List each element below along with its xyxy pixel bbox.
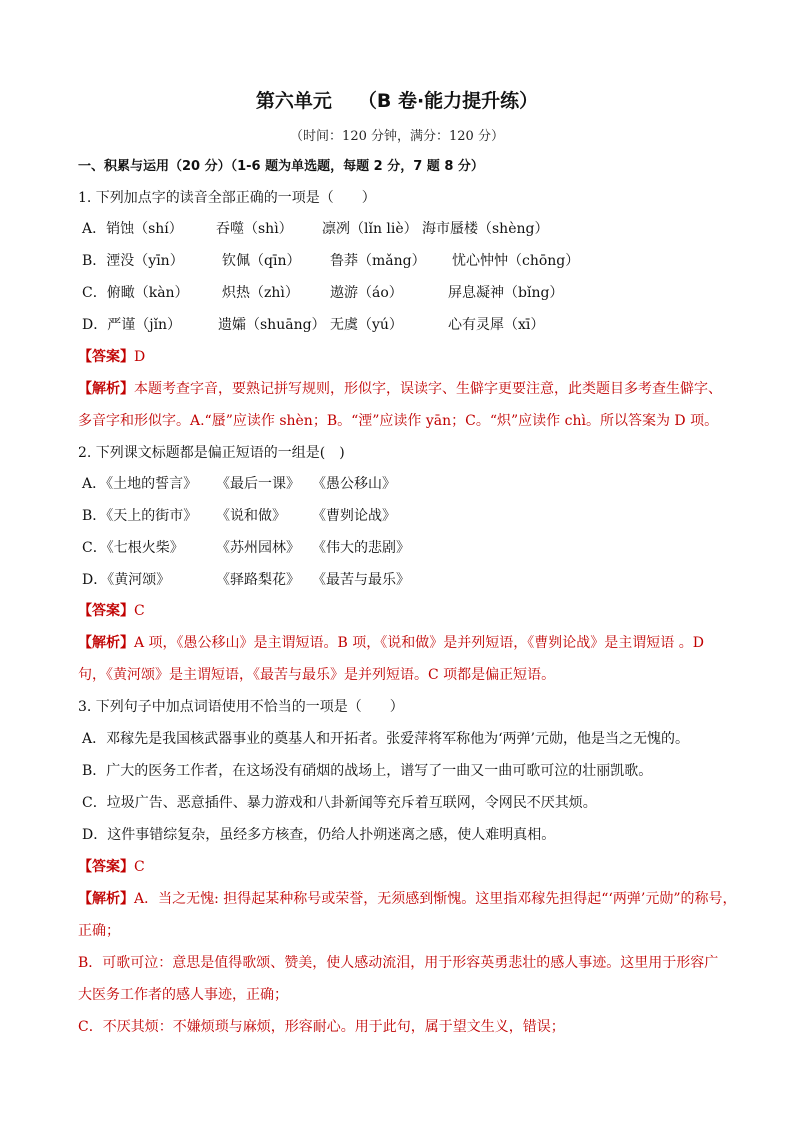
q1-analysis: 【解析】本题考查字音，要熟记拼写规则，形似字，误读字、生僻字更要注意，此类题目多考查生僻字、 (78, 381, 722, 397)
q2-analysis-cont: 句，《黄河颂》是主谓短语，《最苦与最乐》是并列短语。C 项都是偏正短语。 (78, 667, 556, 683)
q3-analysis-cont-1: 正确； (78, 923, 120, 939)
page-title (0, 86, 794, 113)
q3-analysis-cont-4: C．不厌其烦：不嫌烦琐与麻烦，形容耐心。用于此句，属于望文生义，错误； (78, 1019, 565, 1035)
q3-analysis-cont-2: B．可歌可泣：意思是值得歌颂、赞美，使人感动流泪，用于形容英勇悲壮的感人事迹。这里用于形容广 (78, 955, 719, 971)
section-heading: 一、积累与运用（20 分）（1-6 题为单选题，每题 2 分，7 题 8 分） (78, 159, 484, 174)
q3-stem: 3. 下列句子中加点词语使用不恰当的一项是（ ） (78, 699, 404, 715)
q1-answer: 【答案】D (78, 349, 146, 365)
q3-analysis: 【解析】A．当之无愧: 担得起某种称号或荣誉，无须感到惭愧。这里指邓稼先担得起“‘两弹’元勋”的称号， (78, 891, 737, 907)
q1-stem: 1. 下列加点字的读音全部正确的一项是（ ） (78, 190, 376, 206)
title-main: 第六单元 (255, 90, 332, 112)
q3-option-a: A．邓稼先是我国核武器事业的奠基人和开拓者。张爱萍将军称他为‘两弹’元勋，他是当之无愧的。 (82, 731, 690, 747)
q2-analysis: 【解析】A 项，《愚公移山》是主谓短语。B 项，《说和做》是并列短语，《曹刿论战》是主谓短语 。D (78, 635, 704, 651)
document-page: 第六单元 （B 卷·能力提升练） （时间：120 分钟，满分：120 分） 一、积累与运用（20 分）（1-6 题为单选题，每题 2 分，7 题 8 分） 1. 下列加点字的读音全部正确的一项是（ ） A．销蚀（shí） 吞噬（shì） 凛冽（lǐn liè） 海市蜃楼（shèng） B．湮没（yīn） 钦佩（qīn） 鲁莽（mǎng） 忧心忡忡（chōng） C．俯瞰（kàn） 炽热（zhì） 遨游（áo） 屏息凝神（bǐng） D．严谨（jǐn） 遗孀（shuāng） 无虞（yú） 心有灵犀（xī） 【答案】D 【解析】本题考查字音，要熟记拼写规则，形似字，误读字、生僻字更要注意，此类题目多考查生僻字、 多音字和形似字。A.“蜃”应读作 shèn；B。“湮”应读作 yān；C。“炽”应读作 chì。所以答案为 D 项。 2. 下列课文标题都是偏正短语的一组是( ) A．《土地的誓言》 《最后一课》 《愚公移山》 B．《天上的街市》 《说和做》 《曹刿论战》 C．《七根火柴》 《苏州园林》 《伟大的悲剧》 D．《黄河颂》 《驿路梨花》 《最苦与最乐》 【答案】C 【解析】A 项，《愚公移山》是主谓短语。B 项，《说和做》是并列短语，《曹刿论战》是主谓短语 。D 句，《黄河颂》是主谓短语，《最苦与最乐》是并列短语。C 项都是偏正短语。 3. 下列句子中加点词语使用不恰当的一项是（ ） A．邓稼先是我国核武器事业的奠基人和开拓者。张爱萍将军称他为‘两弹’元勋，他是当之无愧的。 B．广大的医务工作者，在这场没有硝烟的战场上，谱写了一曲又一曲可歌可泣的壮丽凯歌。 C．垃圾广告、恶意插件、暴力游戏和八卦新闻等充斥着互联网，令网民不厌其烦。 D．这件事错综复杂，虽经多方核查，仍给人扑朔迷离之感，使人难明真相。 【答案】C 【解析】A．当之无愧: 担得起某种称号或荣誉，无须感到惭愧。这里指邓稼先担得起“‘两弹’元勋”的称号， 正确； B．可歌可泣：意思是值得歌颂、赞美，使人感动流泪，用于形容英勇悲壮的感人事迹。这里用于形容广 大医务工作者的感人事迹，正确； C．不厌其烦：不嫌烦琐与麻烦，形容耐心。用于此句，属于望文生义，错误； (0, 0, 794, 1123)
q1-analysis-cont: 多音字和形似字。A.“蜃”应读作 shèn；B。“湮”应读作 yān；C。“炽”应读作 chì。所以答案为 D 项。 (78, 413, 719, 429)
q3-option-c: C．垃圾广告、恶意插件、暴力游戏和八卦新闻等充斥着互联网，令网民不厌其烦。 (82, 795, 597, 811)
q3-option-b: B．广大的医务工作者，在这场没有硝烟的战场上，谱写了一曲又一曲可歌可泣的壮丽凯歌。 (82, 763, 653, 779)
exam-time-info: （时间：120 分钟，满分：120 分） (290, 129, 504, 144)
q3-analysis-cont-3: 大医务工作者的感人事迹，正确； (78, 987, 288, 1003)
q2-stem: 2. 下列课文标题都是偏正短语的一组是( ) (78, 445, 345, 461)
q2-answer: 【答案】C (78, 603, 145, 619)
q3-option-d: D．这件事错综复杂，虽经多方核查，仍给人扑朔迷离之感，使人难明真相。 (82, 827, 556, 843)
title-sub: （B 卷·能力提升练） (357, 90, 539, 112)
q3-answer: 【答案】C (78, 859, 145, 875)
